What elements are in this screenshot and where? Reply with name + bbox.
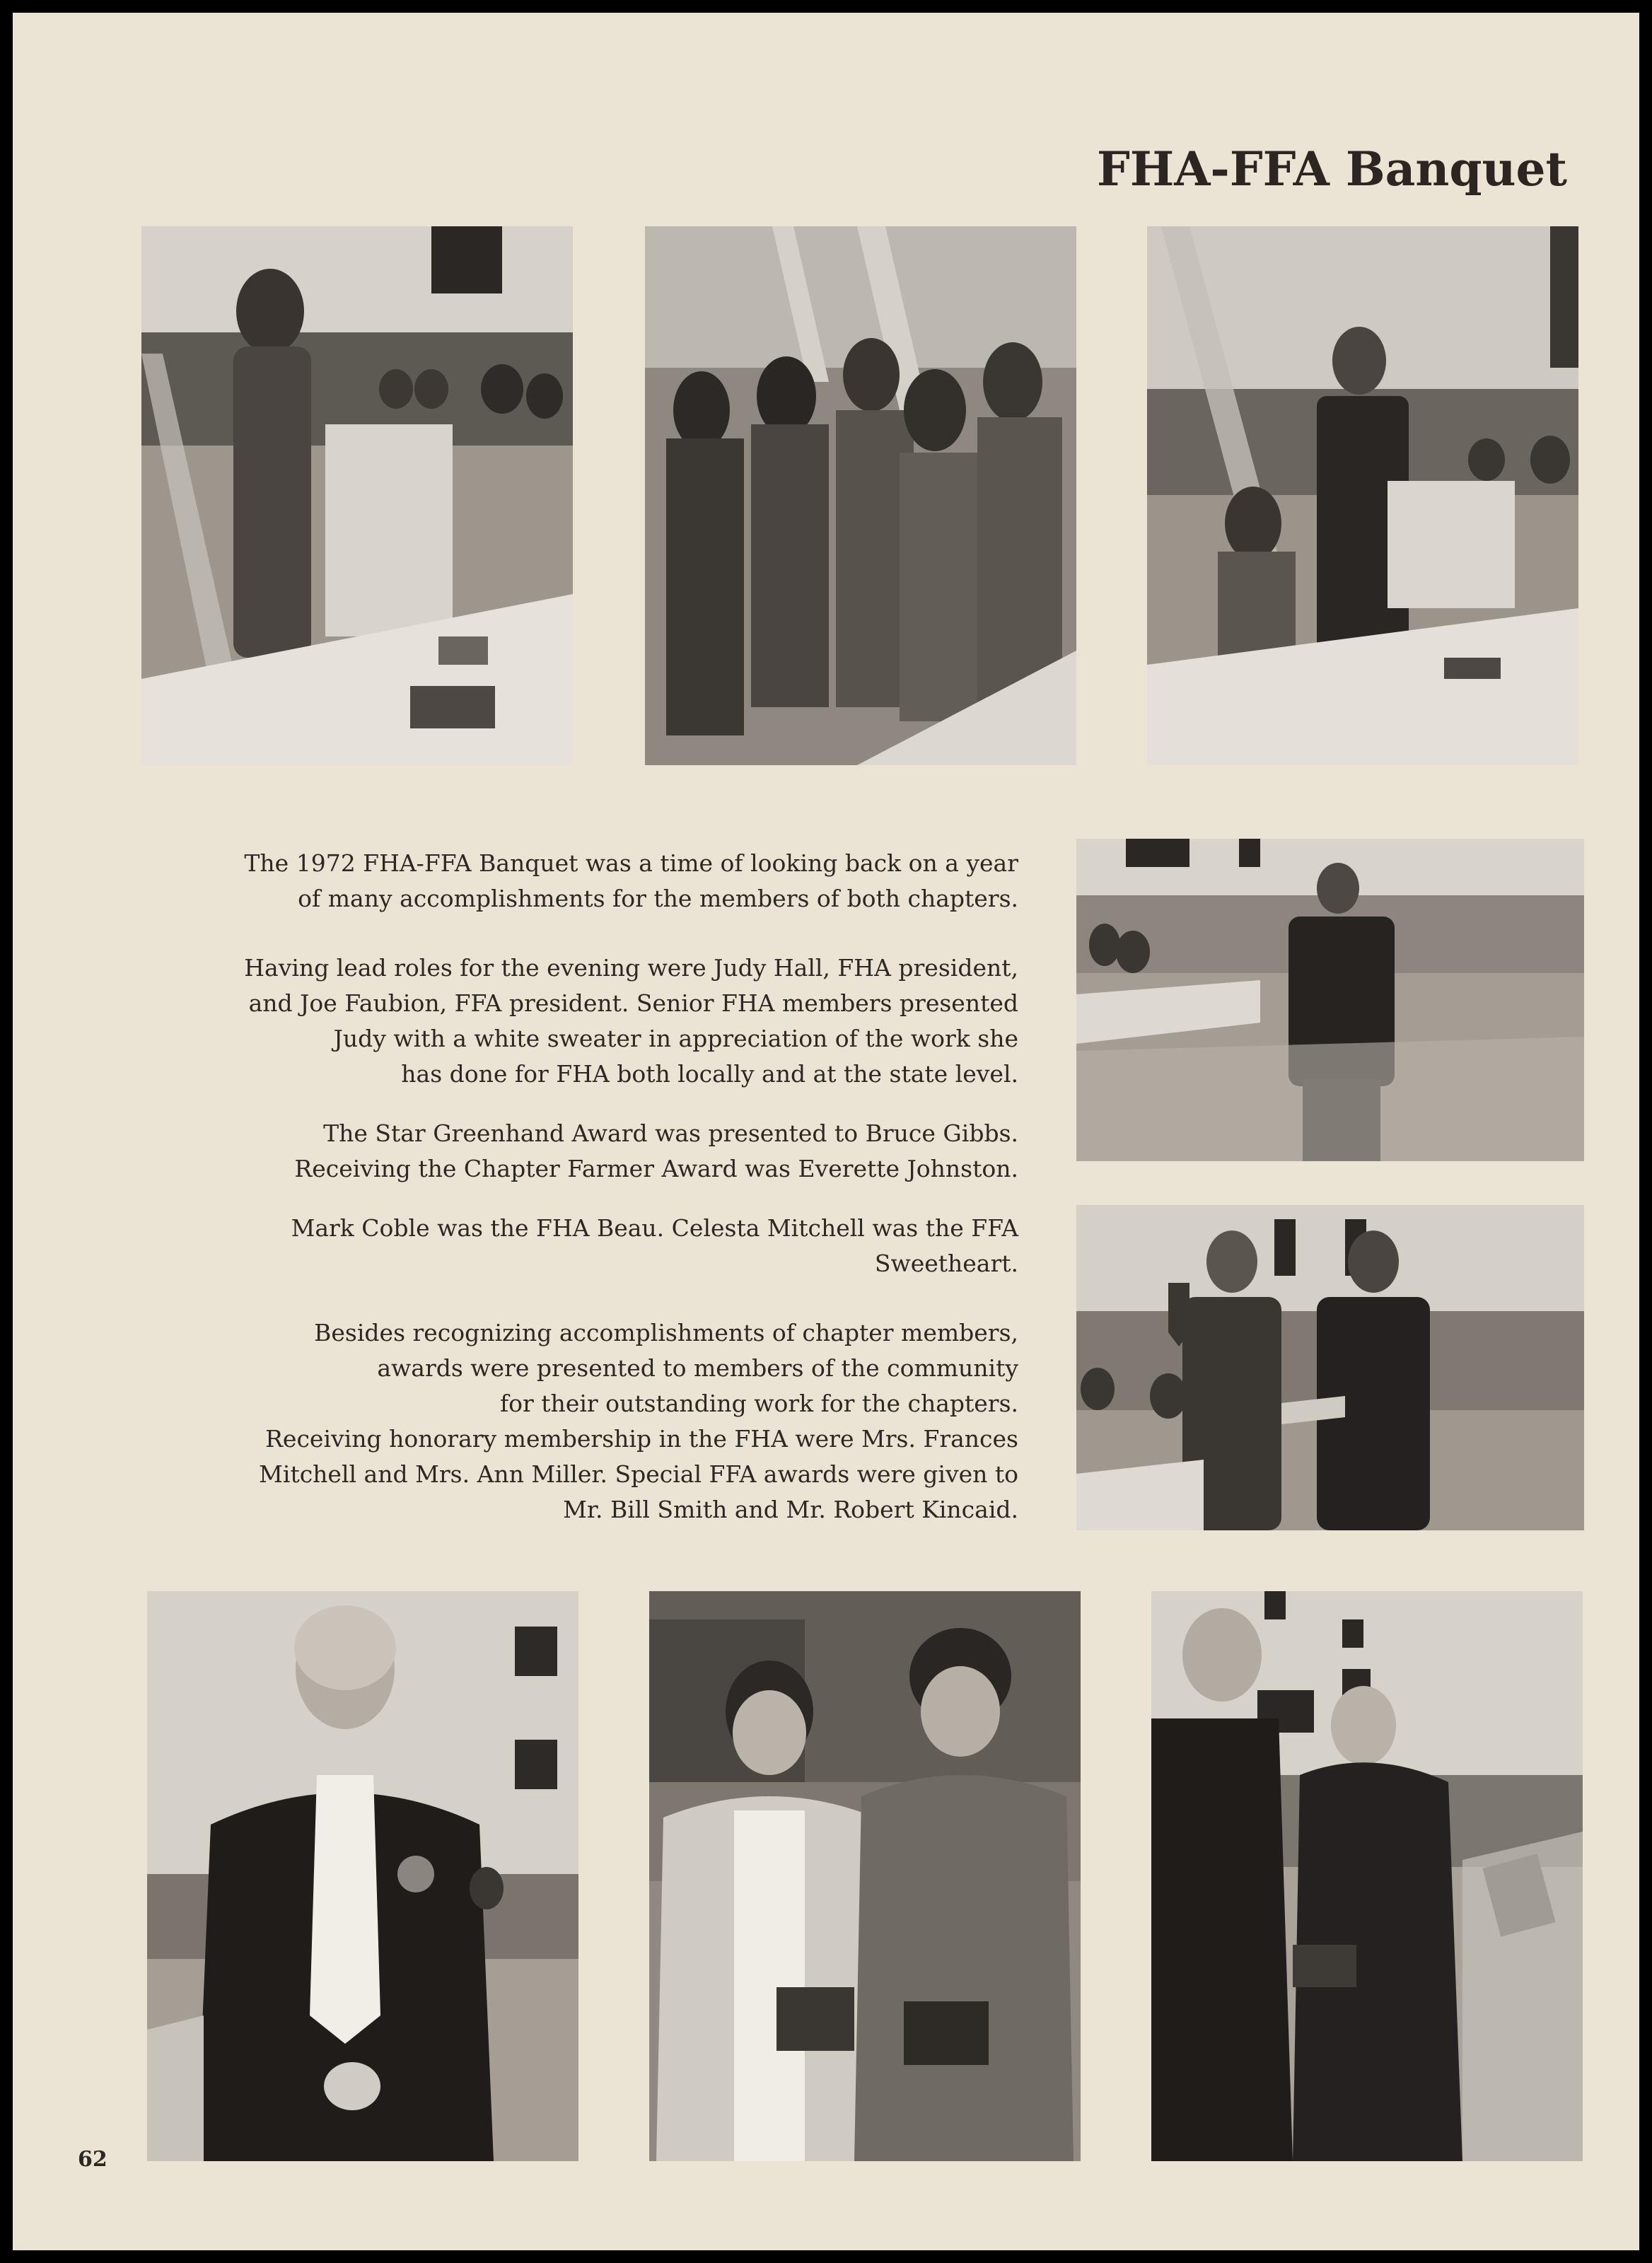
paragraph-community: Besides recognizing accomplishments of chapter members, awards were presented to members of the community for their outstanding work for the chapters. Receiving honorary membership in the FHA were Mrs. Frances Mitchell and Mrs. Ann Miller. Special FFA awards were given to Mr. Bill Smith and Mr. Robert Kincaid. xyxy=(259,1319,1018,1523)
yearbook-page xyxy=(13,13,1639,2250)
photo-ffa-boy-standing xyxy=(1076,839,1584,1161)
page-title: FHA-FFA Banquet xyxy=(1097,141,1567,197)
paragraph-beau-sweetheart: Mark Coble was the FHA Beau. Celesta Mitchell was the FFA Sweetheart. xyxy=(291,1214,1018,1277)
photo-fha-girls-standing xyxy=(645,226,1076,765)
photo-honorary-members xyxy=(649,1591,1081,2161)
paragraph-awards: The Star Greenhand Award was presented to Bruce Gibbs. Receiving the Chapter Farmer Award was Everette Johnston. xyxy=(294,1119,1018,1182)
photo-plaque-presentation xyxy=(1151,1591,1583,2161)
photo-boy-at-podium xyxy=(1147,226,1578,765)
paragraph-intro: The 1972 FHA-FFA Banquet was a time of looking back on a year of many accomplishments for the members of both chapters. xyxy=(244,849,1018,912)
paragraph-lead-roles: Having lead roles for the evening were Judy Hall, FHA president, and Joe Faubion, FFA president. Senior FHA members presented Judy with a white sweater in appreciation of the work she has done for FHA both locally and at the state level. xyxy=(244,954,1018,1088)
page-number: 62 xyxy=(78,2147,107,2172)
photo-ffa-boy-tie xyxy=(147,1591,578,2161)
photo-handshake-award xyxy=(1076,1205,1584,1530)
photo-girl-at-podium xyxy=(141,226,573,765)
article-text xyxy=(168,846,1018,1528)
